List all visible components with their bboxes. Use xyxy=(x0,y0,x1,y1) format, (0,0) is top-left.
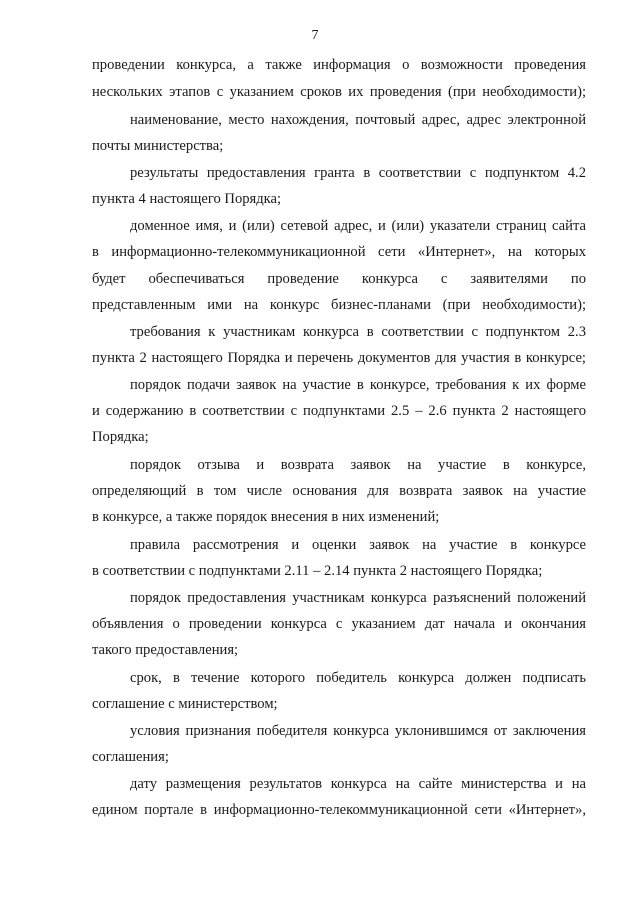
text-line: правила рассмотрения и оценки заявок на участие в конкурсе xyxy=(130,537,586,553)
text-line: в конкурсе, а также порядок внесения в них изменений; xyxy=(92,509,440,525)
text-line: порядок предоставления участникам конкурса разъяснений положений xyxy=(130,590,586,606)
text-line: условия признания победителя конкурса уклонившимся от заключения xyxy=(130,723,586,739)
page-number: 7 xyxy=(311,28,319,43)
text-line: наименование, место нахождения, почтовый адрес, адрес электронной xyxy=(130,112,586,128)
text-line: едином портале в информационно-телекоммуникационной сети «Интернет», xyxy=(92,802,586,818)
text-line: порядок подачи заявок на участие в конкурсе, требования к их форме xyxy=(130,377,586,393)
text-line: объявления о проведении конкурса с указанием дат начала и окончания xyxy=(92,616,586,632)
text-line: будет обеспечиваться проведение конкурса с заявителями по xyxy=(92,271,586,287)
text-line: нескольких этапов с указанием сроков их проведения (при необходимости); xyxy=(92,84,586,100)
text-line: определяющий в том числе основания для возврата заявок на участие xyxy=(92,483,586,499)
text-line: в соответствии с подпунктами 2.11 – 2.14 пункта 2 настоящего Порядка; xyxy=(92,563,543,579)
text-line: срок, в течение которого победитель конкурса должен подписать xyxy=(130,670,586,686)
text-line: результаты предоставления гранта в соответствии с подпунктом 4.2 xyxy=(130,165,586,181)
text-line: почты министерства; xyxy=(92,138,224,154)
text-line: доменное имя, и (или) сетевой адрес, и (или) указатели страниц сайта xyxy=(130,218,586,234)
text-line: дату размещения результатов конкурса на сайте министерства и на xyxy=(130,776,586,792)
text-line: проведении конкурса, а также информация о возможности проведения xyxy=(92,57,586,73)
text-line: представленным ими на конкурс бизнес-планами (при необходимости); xyxy=(92,297,586,313)
text-line: порядок отзыва и возврата заявок на участие в конкурсе, xyxy=(130,457,586,473)
text-line: соглашение с министерством; xyxy=(92,696,278,712)
text-line: такого предоставления; xyxy=(92,642,239,658)
text-line: требования к участникам конкурса в соответствии с подпунктом 2.3 xyxy=(130,324,586,340)
text-line: в информационно-телекоммуникационной сети «Интернет», на которых xyxy=(92,244,586,260)
text-line: Порядка; xyxy=(92,429,149,445)
text-line: пункта 2 настоящего Порядка и перечень документов для участия в конкурсе; xyxy=(92,350,586,366)
text-line: соглашения; xyxy=(92,749,169,765)
text-line: и содержанию в соответствии с подпунктами 2.5 – 2.6 пункта 2 настоящего xyxy=(92,403,586,419)
text-line: пункта 4 настоящего Порядка; xyxy=(92,191,282,207)
